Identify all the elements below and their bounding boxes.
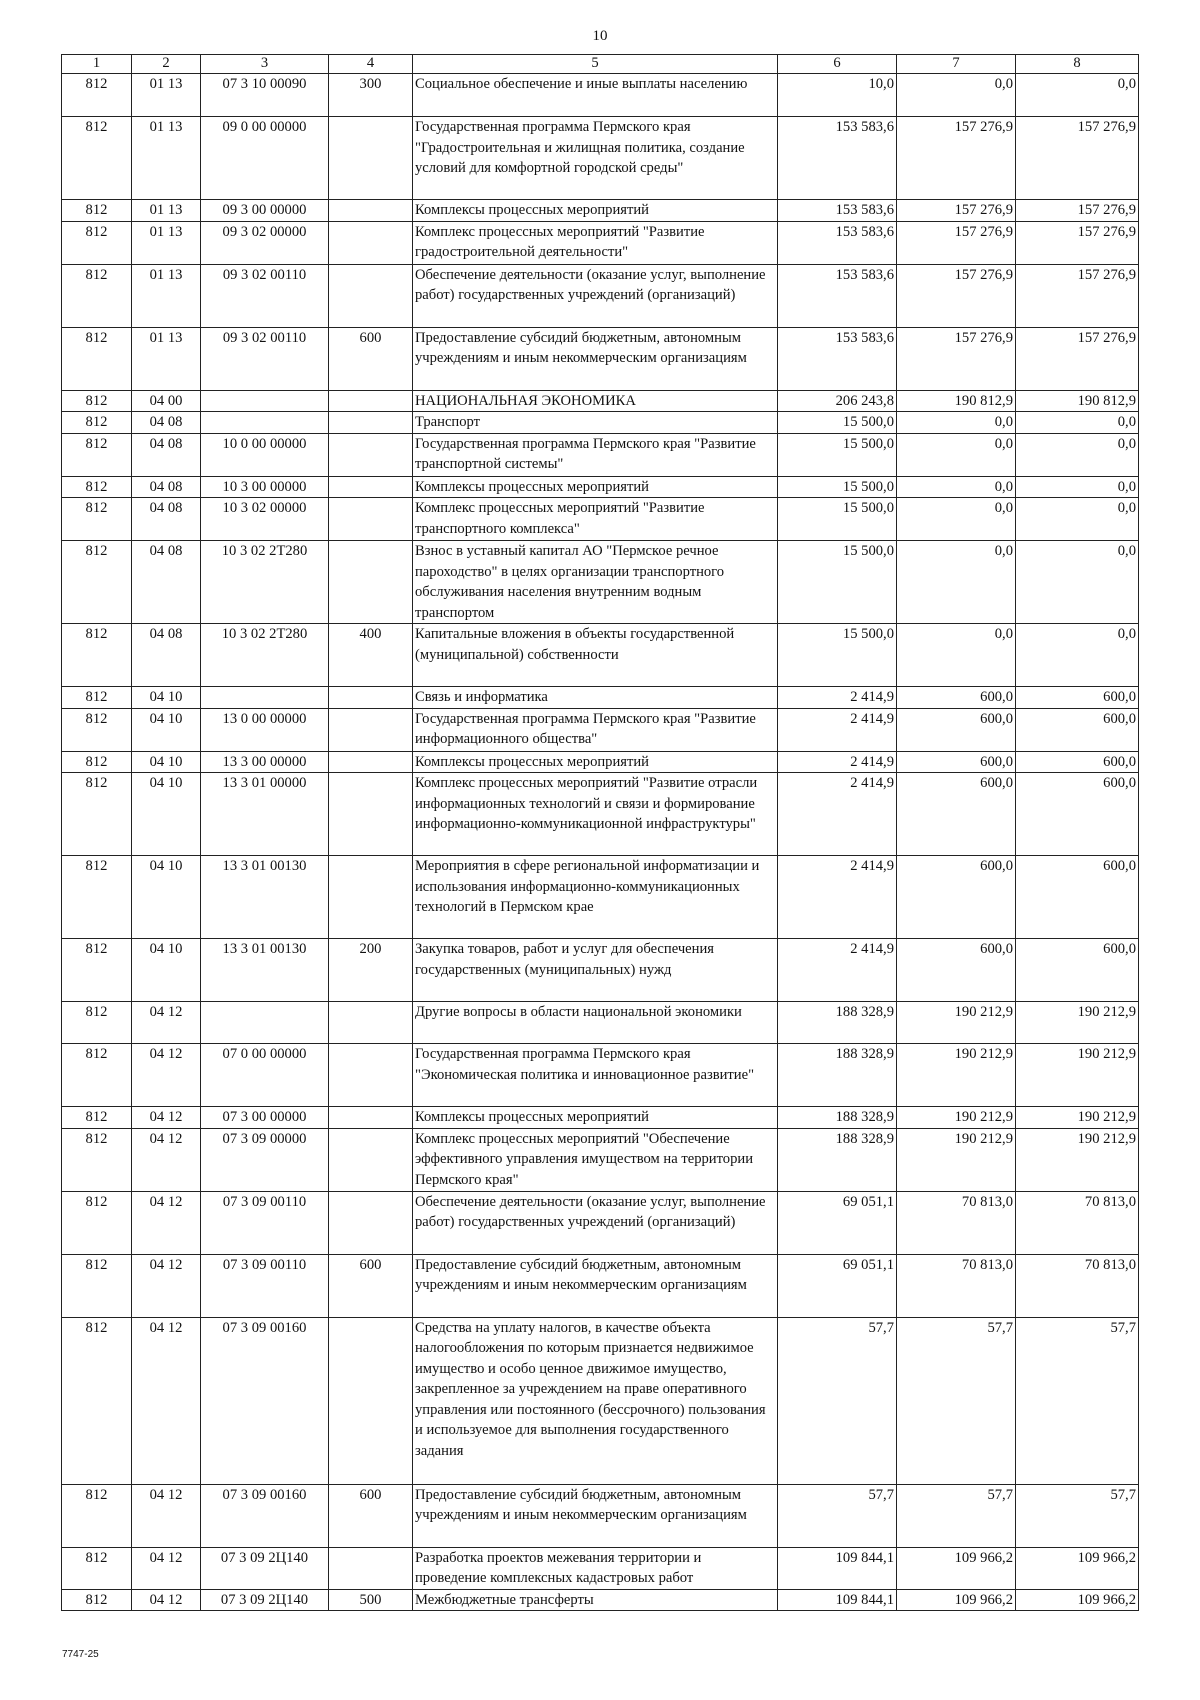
column-header: 1 — [62, 55, 132, 74]
cell-amount-col8: 190 212,9 — [1016, 1128, 1139, 1191]
cell-admin-code: 812 — [62, 751, 132, 773]
cell-section-code: 04 10 — [132, 773, 201, 856]
cell-section-code: 04 00 — [132, 390, 201, 412]
cell-amount-col6: 15 500,0 — [778, 498, 897, 541]
cell-expense-type — [329, 117, 413, 200]
cell-admin-code: 812 — [62, 939, 132, 1002]
cell-amount-col7: 109 966,2 — [897, 1547, 1016, 1589]
document-code: 7747-25 — [62, 1649, 99, 1660]
budget-table — [61, 54, 1139, 1611]
cell-admin-code: 812 — [62, 1128, 132, 1191]
cell-target-article: 07 3 09 2Ц140 — [201, 1589, 329, 1611]
table-row — [62, 412, 1139, 434]
table-row — [62, 433, 1139, 476]
cell-description: Обеспечение деятельности (оказание услуг, выполнение работ) государственных учреждений (организаций) — [413, 264, 778, 327]
cell-expense-type — [329, 1191, 413, 1254]
cell-expense-type — [329, 541, 413, 624]
cell-amount-col8: 190 212,9 — [1016, 1002, 1139, 1044]
cell-section-code: 01 13 — [132, 221, 201, 264]
cell-expense-type: 500 — [329, 1589, 413, 1611]
table-row — [62, 1589, 1139, 1611]
cell-amount-col6: 153 583,6 — [778, 200, 897, 222]
cell-expense-type — [329, 773, 413, 856]
cell-description: Предоставление субсидий бюджетным, автономным учреждениям и иным некоммерческим организациям — [413, 1484, 778, 1547]
cell-amount-col6: 15 500,0 — [778, 624, 897, 687]
cell-description: Связь и информатика — [413, 687, 778, 709]
cell-amount-col8: 190 812,9 — [1016, 390, 1139, 412]
table-row — [62, 1044, 1139, 1107]
cell-expense-type — [329, 708, 413, 751]
table-row — [62, 708, 1139, 751]
cell-target-article: 07 3 09 00110 — [201, 1254, 329, 1317]
cell-expense-type: 600 — [329, 1254, 413, 1317]
cell-admin-code: 812 — [62, 1484, 132, 1547]
table-row — [62, 1107, 1139, 1129]
table-row — [62, 1254, 1139, 1317]
cell-section-code: 04 12 — [132, 1107, 201, 1129]
cell-admin-code: 812 — [62, 327, 132, 390]
table-row — [62, 221, 1139, 264]
cell-amount-col6: 69 051,1 — [778, 1191, 897, 1254]
cell-amount-col7: 600,0 — [897, 939, 1016, 1002]
cell-target-article — [201, 1002, 329, 1044]
cell-amount-col8: 0,0 — [1016, 624, 1139, 687]
cell-description: Комплексы процессных мероприятий — [413, 1107, 778, 1129]
cell-amount-col7: 57,7 — [897, 1317, 1016, 1484]
table-row — [62, 1191, 1139, 1254]
cell-amount-col7: 109 966,2 — [897, 1589, 1016, 1611]
cell-amount-col8: 190 212,9 — [1016, 1044, 1139, 1107]
cell-description: Обеспечение деятельности (оказание услуг, выполнение работ) государственных учреждений (организаций) — [413, 1191, 778, 1254]
cell-section-code: 04 08 — [132, 476, 201, 498]
cell-section-code: 04 12 — [132, 1128, 201, 1191]
cell-description: Предоставление субсидий бюджетным, автономным учреждениям и иным некоммерческим организациям — [413, 327, 778, 390]
column-header: 6 — [778, 55, 897, 74]
cell-amount-col7: 0,0 — [897, 624, 1016, 687]
cell-description: Комплекс процессных мероприятий "Развитие градостроительной деятельности" — [413, 221, 778, 264]
cell-description: Комплекс процессных мероприятий "Обеспечение эффективного управления имуществом на территории Пермского края" — [413, 1128, 778, 1191]
cell-amount-col7: 600,0 — [897, 773, 1016, 856]
cell-amount-col6: 153 583,6 — [778, 264, 897, 327]
cell-amount-col6: 69 051,1 — [778, 1254, 897, 1317]
cell-amount-col7: 0,0 — [897, 412, 1016, 434]
cell-description: Комплекс процессных мероприятий "Развитие транспортного комплекса" — [413, 498, 778, 541]
cell-target-article: 07 3 09 00160 — [201, 1317, 329, 1484]
cell-amount-col6: 2 414,9 — [778, 856, 897, 939]
column-header: 8 — [1016, 55, 1139, 74]
cell-expense-type: 600 — [329, 1484, 413, 1547]
cell-admin-code: 812 — [62, 476, 132, 498]
cell-amount-col8: 109 966,2 — [1016, 1547, 1139, 1589]
cell-expense-type — [329, 498, 413, 541]
cell-description: Предоставление субсидий бюджетным, автономным учреждениям и иным некоммерческим организациям — [413, 1254, 778, 1317]
table-row — [62, 1128, 1139, 1191]
cell-expense-type — [329, 390, 413, 412]
cell-section-code: 04 08 — [132, 624, 201, 687]
cell-description: Государственная программа Пермского края "Развитие транспортной системы" — [413, 433, 778, 476]
table-row — [62, 1484, 1139, 1547]
cell-amount-col6: 15 500,0 — [778, 433, 897, 476]
table-row — [62, 1002, 1139, 1044]
cell-target-article: 10 3 02 2Т280 — [201, 624, 329, 687]
cell-amount-col7: 70 813,0 — [897, 1191, 1016, 1254]
cell-section-code: 04 12 — [132, 1254, 201, 1317]
cell-section-code: 01 13 — [132, 117, 201, 200]
table-row — [62, 327, 1139, 390]
table-row — [62, 390, 1139, 412]
table-row — [62, 476, 1139, 498]
cell-expense-type — [329, 1317, 413, 1484]
cell-section-code: 04 12 — [132, 1484, 201, 1547]
cell-target-article: 09 3 00 00000 — [201, 200, 329, 222]
cell-section-code: 01 13 — [132, 327, 201, 390]
table-row — [62, 117, 1139, 200]
table-row — [62, 939, 1139, 1002]
cell-admin-code: 812 — [62, 1044, 132, 1107]
cell-expense-type — [329, 433, 413, 476]
cell-target-article — [201, 412, 329, 434]
cell-description: Государственная программа Пермского края "Экономическая политика и инновационное развитие" — [413, 1044, 778, 1107]
cell-amount-col7: 157 276,9 — [897, 327, 1016, 390]
cell-amount-col8: 0,0 — [1016, 74, 1139, 117]
cell-amount-col7: 0,0 — [897, 541, 1016, 624]
cell-amount-col7: 0,0 — [897, 433, 1016, 476]
table-row — [62, 751, 1139, 773]
cell-description: Комплексы процессных мероприятий — [413, 476, 778, 498]
cell-target-article: 10 3 02 2Т280 — [201, 541, 329, 624]
cell-admin-code: 812 — [62, 200, 132, 222]
cell-amount-col6: 109 844,1 — [778, 1547, 897, 1589]
cell-amount-col7: 157 276,9 — [897, 200, 1016, 222]
cell-amount-col7: 600,0 — [897, 751, 1016, 773]
cell-expense-type — [329, 1107, 413, 1129]
cell-target-article: 09 3 02 00110 — [201, 264, 329, 327]
cell-expense-type — [329, 687, 413, 709]
cell-admin-code: 812 — [62, 1589, 132, 1611]
cell-section-code: 04 10 — [132, 856, 201, 939]
cell-section-code: 04 08 — [132, 498, 201, 541]
cell-amount-col6: 2 414,9 — [778, 687, 897, 709]
cell-section-code: 04 12 — [132, 1547, 201, 1589]
cell-description: Капитальные вложения в объекты государственной (муниципальной) собственности — [413, 624, 778, 687]
cell-amount-col8: 157 276,9 — [1016, 117, 1139, 200]
cell-admin-code: 812 — [62, 74, 132, 117]
cell-amount-col7: 157 276,9 — [897, 264, 1016, 327]
cell-target-article: 13 3 01 00000 — [201, 773, 329, 856]
cell-target-article: 07 3 10 00090 — [201, 74, 329, 117]
cell-admin-code: 812 — [62, 221, 132, 264]
cell-amount-col6: 15 500,0 — [778, 541, 897, 624]
cell-section-code: 04 10 — [132, 939, 201, 1002]
cell-target-article — [201, 390, 329, 412]
cell-admin-code: 812 — [62, 390, 132, 412]
cell-amount-col6: 109 844,1 — [778, 1589, 897, 1611]
cell-admin-code: 812 — [62, 1317, 132, 1484]
cell-amount-col6: 15 500,0 — [778, 476, 897, 498]
cell-amount-col8: 600,0 — [1016, 751, 1139, 773]
cell-section-code: 04 12 — [132, 1317, 201, 1484]
cell-amount-col6: 10,0 — [778, 74, 897, 117]
cell-description: Государственная программа Пермского края "Развитие информационного общества" — [413, 708, 778, 751]
cell-expense-type — [329, 751, 413, 773]
cell-section-code: 04 12 — [132, 1044, 201, 1107]
table-row — [62, 687, 1139, 709]
cell-amount-col7: 600,0 — [897, 708, 1016, 751]
cell-section-code: 04 08 — [132, 412, 201, 434]
cell-description: Комплекс процессных мероприятий "Развитие отрасли информационных технологий и связи и формирование информационно-коммуникационной инфраструктуры" — [413, 773, 778, 856]
table-row — [62, 74, 1139, 117]
cell-target-article: 13 3 01 00130 — [201, 939, 329, 1002]
cell-target-article: 10 3 00 00000 — [201, 476, 329, 498]
table-row — [62, 856, 1139, 939]
cell-admin-code: 812 — [62, 773, 132, 856]
table-row — [62, 200, 1139, 222]
cell-expense-type — [329, 1128, 413, 1191]
cell-amount-col8: 57,7 — [1016, 1484, 1139, 1547]
cell-amount-col8: 190 212,9 — [1016, 1107, 1139, 1129]
cell-amount-col7: 190 212,9 — [897, 1044, 1016, 1107]
cell-target-article: 07 3 09 00110 — [201, 1191, 329, 1254]
cell-admin-code: 812 — [62, 687, 132, 709]
cell-target-article — [201, 687, 329, 709]
cell-expense-type — [329, 221, 413, 264]
cell-expense-type: 200 — [329, 939, 413, 1002]
cell-admin-code: 812 — [62, 1107, 132, 1129]
cell-amount-col6: 57,7 — [778, 1317, 897, 1484]
cell-amount-col7: 190 212,9 — [897, 1128, 1016, 1191]
column-header: 5 — [413, 55, 778, 74]
cell-amount-col6: 2 414,9 — [778, 708, 897, 751]
cell-expense-type — [329, 200, 413, 222]
cell-target-article: 07 3 09 2Ц140 — [201, 1547, 329, 1589]
cell-section-code: 01 13 — [132, 74, 201, 117]
table-row — [62, 498, 1139, 541]
cell-target-article: 13 3 01 00130 — [201, 856, 329, 939]
cell-description: Мероприятия в сфере региональной информатизации и использования информационно-коммуникационных технологий в Пермском крае — [413, 856, 778, 939]
cell-amount-col8: 109 966,2 — [1016, 1589, 1139, 1611]
cell-section-code: 04 12 — [132, 1002, 201, 1044]
cell-amount-col6: 2 414,9 — [778, 939, 897, 1002]
cell-amount-col6: 188 328,9 — [778, 1107, 897, 1129]
cell-description: Межбюджетные трансферты — [413, 1589, 778, 1611]
cell-amount-col8: 157 276,9 — [1016, 200, 1139, 222]
page-number: 10 — [592, 28, 608, 44]
cell-description: Государственная программа Пермского края "Градостроительная и жилищная политика, создание условий для комфортной городской среды" — [413, 117, 778, 200]
table-row — [62, 1317, 1139, 1484]
cell-amount-col8: 70 813,0 — [1016, 1254, 1139, 1317]
cell-expense-type: 600 — [329, 327, 413, 390]
cell-target-article: 13 3 00 00000 — [201, 751, 329, 773]
table-row — [62, 624, 1139, 687]
cell-amount-col8: 157 276,9 — [1016, 264, 1139, 327]
cell-amount-col6: 15 500,0 — [778, 412, 897, 434]
cell-amount-col6: 153 583,6 — [778, 221, 897, 264]
cell-target-article: 07 0 00 00000 — [201, 1044, 329, 1107]
cell-admin-code: 812 — [62, 624, 132, 687]
table-row — [62, 541, 1139, 624]
cell-amount-col7: 600,0 — [897, 687, 1016, 709]
cell-target-article: 07 3 00 00000 — [201, 1107, 329, 1129]
cell-amount-col6: 153 583,6 — [778, 327, 897, 390]
cell-admin-code: 812 — [62, 541, 132, 624]
cell-target-article: 10 3 02 00000 — [201, 498, 329, 541]
cell-amount-col8: 600,0 — [1016, 708, 1139, 751]
cell-amount-col8: 157 276,9 — [1016, 327, 1139, 390]
cell-expense-type — [329, 856, 413, 939]
cell-amount-col8: 157 276,9 — [1016, 221, 1139, 264]
column-header: 3 — [201, 55, 329, 74]
cell-amount-col7: 57,7 — [897, 1484, 1016, 1547]
cell-target-article: 13 0 00 00000 — [201, 708, 329, 751]
cell-section-code: 01 13 — [132, 264, 201, 327]
cell-amount-col7: 600,0 — [897, 856, 1016, 939]
cell-section-code: 04 08 — [132, 541, 201, 624]
cell-amount-col7: 190 212,9 — [897, 1107, 1016, 1129]
cell-description: Закупка товаров, работ и услуг для обеспечения государственных (муниципальных) нужд — [413, 939, 778, 1002]
cell-expense-type — [329, 412, 413, 434]
cell-admin-code: 812 — [62, 1002, 132, 1044]
cell-amount-col7: 190 212,9 — [897, 1002, 1016, 1044]
cell-expense-type: 400 — [329, 624, 413, 687]
cell-target-article: 07 3 09 00000 — [201, 1128, 329, 1191]
cell-amount-col8: 600,0 — [1016, 773, 1139, 856]
cell-amount-col6: 153 583,6 — [778, 117, 897, 200]
cell-expense-type — [329, 1547, 413, 1589]
cell-expense-type — [329, 264, 413, 327]
cell-admin-code: 812 — [62, 856, 132, 939]
cell-target-article: 10 0 00 00000 — [201, 433, 329, 476]
cell-amount-col8: 600,0 — [1016, 856, 1139, 939]
cell-amount-col8: 0,0 — [1016, 541, 1139, 624]
cell-section-code: 04 10 — [132, 687, 201, 709]
cell-amount-col6: 2 414,9 — [778, 751, 897, 773]
cell-description: НАЦИОНАЛЬНАЯ ЭКОНОМИКА — [413, 390, 778, 412]
cell-amount-col7: 0,0 — [897, 498, 1016, 541]
cell-description: Социальное обеспечение и иные выплаты населению — [413, 74, 778, 117]
table-row — [62, 264, 1139, 327]
cell-description: Комплексы процессных мероприятий — [413, 200, 778, 222]
cell-description: Средства на уплату налогов, в качестве объекта налогообложения по которым признается недвижимое имущество и особо ценное движимое имущество, закрепленное за учреждением на праве оперативного управления или постоянного (бессрочного) пользования и используемое для выполнения государственного задания — [413, 1317, 778, 1484]
cell-section-code: 04 12 — [132, 1589, 201, 1611]
cell-admin-code: 812 — [62, 708, 132, 751]
cell-amount-col8: 600,0 — [1016, 939, 1139, 1002]
cell-amount-col7: 157 276,9 — [897, 221, 1016, 264]
cell-amount-col7: 190 812,9 — [897, 390, 1016, 412]
cell-amount-col8: 0,0 — [1016, 412, 1139, 434]
cell-expense-type — [329, 1044, 413, 1107]
cell-description: Транспорт — [413, 412, 778, 434]
column-header: 4 — [329, 55, 413, 74]
cell-amount-col7: 157 276,9 — [897, 117, 1016, 200]
cell-amount-col8: 600,0 — [1016, 687, 1139, 709]
cell-amount-col8: 0,0 — [1016, 498, 1139, 541]
cell-expense-type: 300 — [329, 74, 413, 117]
cell-target-article: 07 3 09 00160 — [201, 1484, 329, 1547]
cell-section-code: 01 13 — [132, 200, 201, 222]
column-header: 2 — [132, 55, 201, 74]
cell-amount-col8: 0,0 — [1016, 476, 1139, 498]
cell-admin-code: 812 — [62, 1191, 132, 1254]
cell-amount-col8: 0,0 — [1016, 433, 1139, 476]
cell-amount-col6: 206 243,8 — [778, 390, 897, 412]
cell-admin-code: 812 — [62, 412, 132, 434]
cell-amount-col6: 57,7 — [778, 1484, 897, 1547]
cell-section-code: 04 08 — [132, 433, 201, 476]
table-body — [62, 74, 1139, 1611]
cell-amount-col7: 70 813,0 — [897, 1254, 1016, 1317]
cell-target-article: 09 3 02 00110 — [201, 327, 329, 390]
cell-description: Разработка проектов межевания территории и проведение комплексных кадастровых работ — [413, 1547, 778, 1589]
cell-expense-type — [329, 476, 413, 498]
cell-admin-code: 812 — [62, 1547, 132, 1589]
cell-amount-col7: 0,0 — [897, 74, 1016, 117]
cell-admin-code: 812 — [62, 117, 132, 200]
header-row — [62, 55, 1139, 74]
cell-section-code: 04 12 — [132, 1191, 201, 1254]
table-header — [62, 55, 1139, 74]
cell-amount-col8: 57,7 — [1016, 1317, 1139, 1484]
cell-amount-col6: 2 414,9 — [778, 773, 897, 856]
cell-amount-col6: 188 328,9 — [778, 1044, 897, 1107]
cell-target-article: 09 3 02 00000 — [201, 221, 329, 264]
table-row — [62, 773, 1139, 856]
cell-admin-code: 812 — [62, 1254, 132, 1317]
cell-section-code: 04 10 — [132, 708, 201, 751]
cell-admin-code: 812 — [62, 433, 132, 476]
cell-description: Другие вопросы в области национальной экономики — [413, 1002, 778, 1044]
cell-description: Взнос в уставный капитал АО "Пермское речное пароходство" в целях организации транспортного обслуживания населения внутренним водным транспортом — [413, 541, 778, 624]
cell-amount-col6: 188 328,9 — [778, 1128, 897, 1191]
column-header: 7 — [897, 55, 1016, 74]
cell-admin-code: 812 — [62, 264, 132, 327]
cell-amount-col8: 70 813,0 — [1016, 1191, 1139, 1254]
cell-expense-type — [329, 1002, 413, 1044]
cell-section-code: 04 10 — [132, 751, 201, 773]
cell-admin-code: 812 — [62, 498, 132, 541]
cell-target-article: 09 0 00 00000 — [201, 117, 329, 200]
cell-description: Комплексы процессных мероприятий — [413, 751, 778, 773]
cell-amount-col6: 188 328,9 — [778, 1002, 897, 1044]
cell-amount-col7: 0,0 — [897, 476, 1016, 498]
table-row — [62, 1547, 1139, 1589]
